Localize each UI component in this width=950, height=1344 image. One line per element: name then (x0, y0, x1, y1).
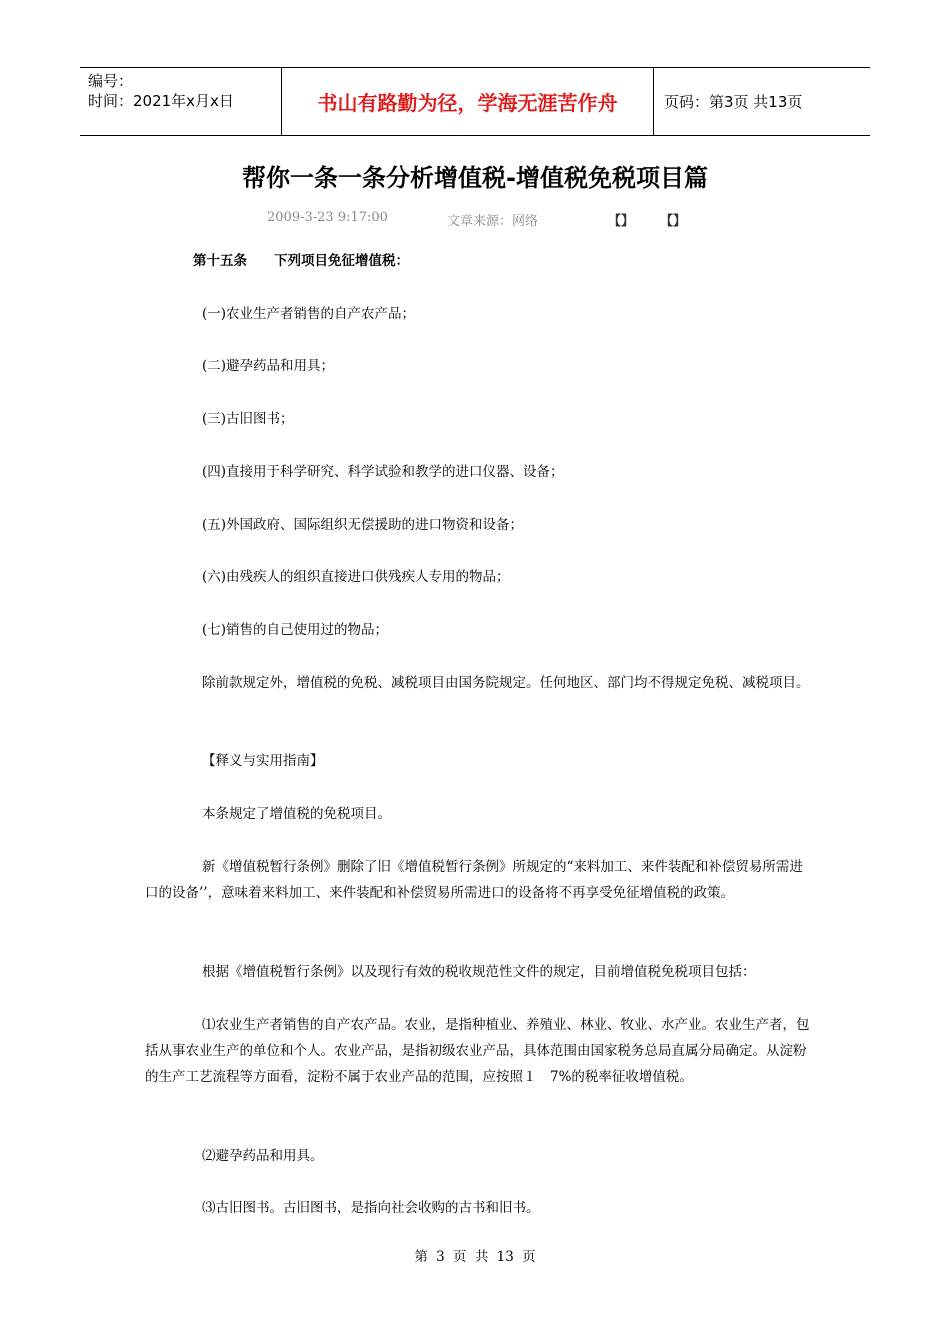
header-page-cell (654, 68, 870, 135)
header-motto-cell (281, 68, 654, 135)
guide-paragraph-4: ⑴农业生产者销售的自产农产品。农业，是指种植业、养殖业、林业、牧业、水产业。农业生产者，包括从事农业生产的单位和个人。农业产品，是指初级农业产品，具体范围由国家税务总局直属分局确定。从淀粉的生产工艺流程等方面看，淀粉不属于农业产品的范围，应按照１ 7%的税率征收增值税。 (145, 1017, 810, 1085)
page-info: 页码：第3页 共13页 (664, 93, 803, 111)
bracket-link-2[interactable]: 【】 (660, 214, 687, 229)
list-item: (二)避孕药品和用具； (202, 358, 335, 374)
list-item: (四)直接用于科学研究、科学试验和教学的进口仪器、设备； (202, 464, 564, 480)
list-item: (五)外国政府、国际组织无偿援助的进口物资和设备； (202, 517, 524, 533)
article-heading: 第十五条 下列项目免征增值税： (193, 253, 409, 269)
motto-text: 书山有路勤为径，学海无涯苦作舟 (317, 91, 618, 115)
guide-heading: 【释义与实用指南】 (202, 753, 324, 769)
list-item: (一)农业生产者销售的自产农产品； (202, 306, 416, 322)
guide-paragraph-6: ⑶古旧图书。古旧图书，是指向社会收购的古书和旧书。 (202, 1200, 540, 1216)
article-source: 文章来源：网络 (447, 214, 539, 229)
document-title: 帮你一条一条分析增值税-增值税免税项目篇 (242, 164, 708, 192)
article-date: 2009-3-23 9:17:00 (267, 210, 388, 225)
header-info-cell (80, 68, 281, 135)
guide-paragraph-5: ⑵避孕药品和用具。 (202, 1148, 324, 1164)
list-item: (六)由残疾人的组织直接进口供残疾人专用的物品； (202, 569, 510, 585)
header-table (80, 67, 870, 136)
bracket-link-1[interactable]: 【】 (608, 214, 635, 229)
number-label: 编号： (88, 72, 134, 90)
time-label: 时间：2021年x月x日 (88, 92, 234, 110)
guide-paragraph-3: 根据《增值税暂行条例》以及现行有效的税收规范性文件的规定，目前增值税免税项目包括： (202, 964, 756, 980)
list-item: (七)销售的自己使用过的物品； (202, 622, 389, 638)
closing-paragraph: 除前款规定外，增值税的免税、减税项目由国务院规定。任何地区、部门均不得规定免税、减税项目。 (202, 675, 810, 691)
list-item: (三)古旧图书； (202, 411, 294, 427)
page-footer: 第 3 页 共 13 页 (414, 1249, 536, 1265)
guide-paragraph-1: 本条规定了增值税的免税项目。 (202, 806, 391, 822)
guide-paragraph-2: 新《增值税暂行条例》删除了旧《增值税暂行条例》所规定的“来料加工、来件装配和补偿贸易所需进口的设备’’，意味着来料加工、来件装配和补偿贸易所需进口的设备将不再享受免征增值税的政策。 (145, 859, 803, 901)
